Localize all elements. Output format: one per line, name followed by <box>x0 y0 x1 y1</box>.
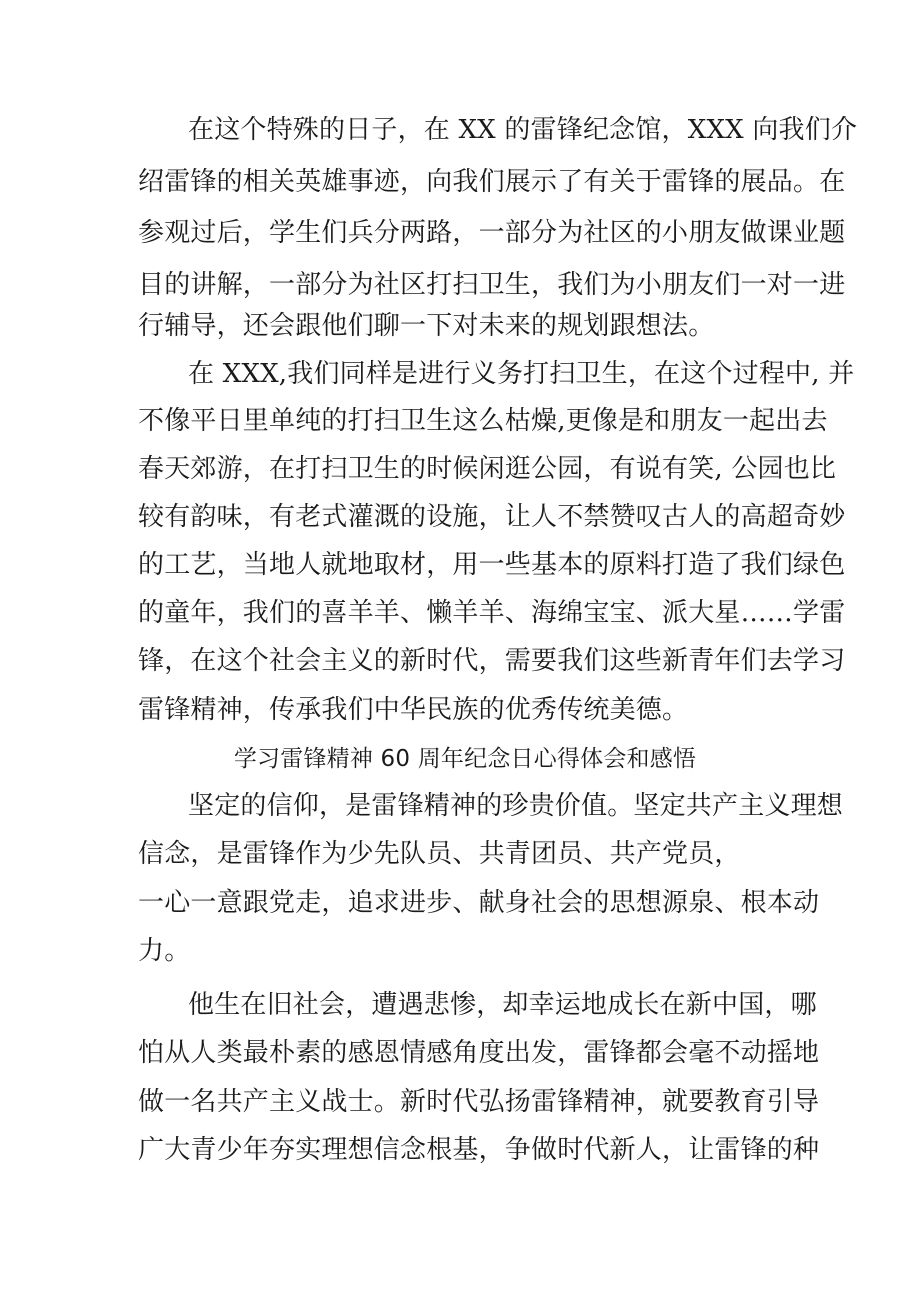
section-heading: 学习雷锋精神 60 周年纪念日心得体会和感悟 <box>233 746 697 772</box>
paragraph-2-line-8: 雷锋精神，传承我们中华民族的优秀传统美德。 <box>138 695 689 725</box>
paragraph-4-line-1: 他生在旧社会，遭遇悲惨，却幸运地成长在新中国，哪 <box>188 990 817 1020</box>
paragraph-4-line-3: 做一名共产主义战士。新时代弘扬雷锋精神，就要教育引导 <box>138 1087 820 1117</box>
paragraph-1-line-2: 绍雷锋的相关英雄事迹，向我们展示了有关于雷锋的展品。在 <box>138 167 846 197</box>
paragraph-1-line-5: 行辅导，还会跟他们聊一下对未来的规划跟想法。 <box>138 311 715 341</box>
paragraph-2-line-7: 锋，在这个社会主义的新时代，需要我们这些新青年们去学习 <box>138 646 846 676</box>
paragraph-3-line-1: 坚定的信仰，是雷锋精神的珍贵价值。坚定共产主义理想 <box>188 791 844 821</box>
paragraph-3-line-4: 力。 <box>138 936 191 966</box>
paragraph-2-line-3: 春天郊游，在打扫卫生的时候闲逛公园，有说有笑, 公园也比 <box>138 454 837 484</box>
paragraph-1-line-4: 目的讲解，一部分为社区打扫卫生，我们为小朋友们一对一进 <box>138 270 846 300</box>
paragraph-2-line-4: 较有韵味，有老式灌溉的设施，让人不禁赞叹古人的高超奇妙 <box>138 502 846 532</box>
paragraph-1-line-3: 参观过后，学生们兵分两路，一部分为社区的小朋友做课业题 <box>138 218 846 248</box>
paragraph-4-line-2: 怕从人类最朴素的感恩情感角度出发，雷锋都会毫不动摇地 <box>138 1038 820 1068</box>
paragraph-2-line-2: 不像平日里单纯的打扫卫生这么枯燥,更像是和朋友一起出去 <box>138 406 828 436</box>
paragraph-1-line-1: 在这个特殊的日子，在 XX 的雷锋纪念馆，XXX 向我们介 <box>188 115 858 145</box>
paragraph-3-line-3: 一心一意跟党走，追求进步、献身社会的思想源泉、根本动 <box>138 888 820 918</box>
paragraph-2-line-6: 的童年，我们的喜羊羊、懒羊羊、海绵宝宝、派大星……学雷 <box>138 598 846 628</box>
paragraph-2-line-5: 的工艺，当地人就地取材，用一些基本的原料打造了我们绿色 <box>138 550 846 580</box>
paragraph-4-line-4: 广大青少年夯实理想信念根基，争做时代新人，让雷锋的种 <box>138 1135 820 1165</box>
paragraph-3-line-2: 信念，是雷锋作为少先队员、共青团员、共产党员， <box>138 839 741 869</box>
paragraph-2-line-1: 在 XXX,我们同样是进行义务打扫卫生，在这个过程中, 并 <box>188 359 855 389</box>
